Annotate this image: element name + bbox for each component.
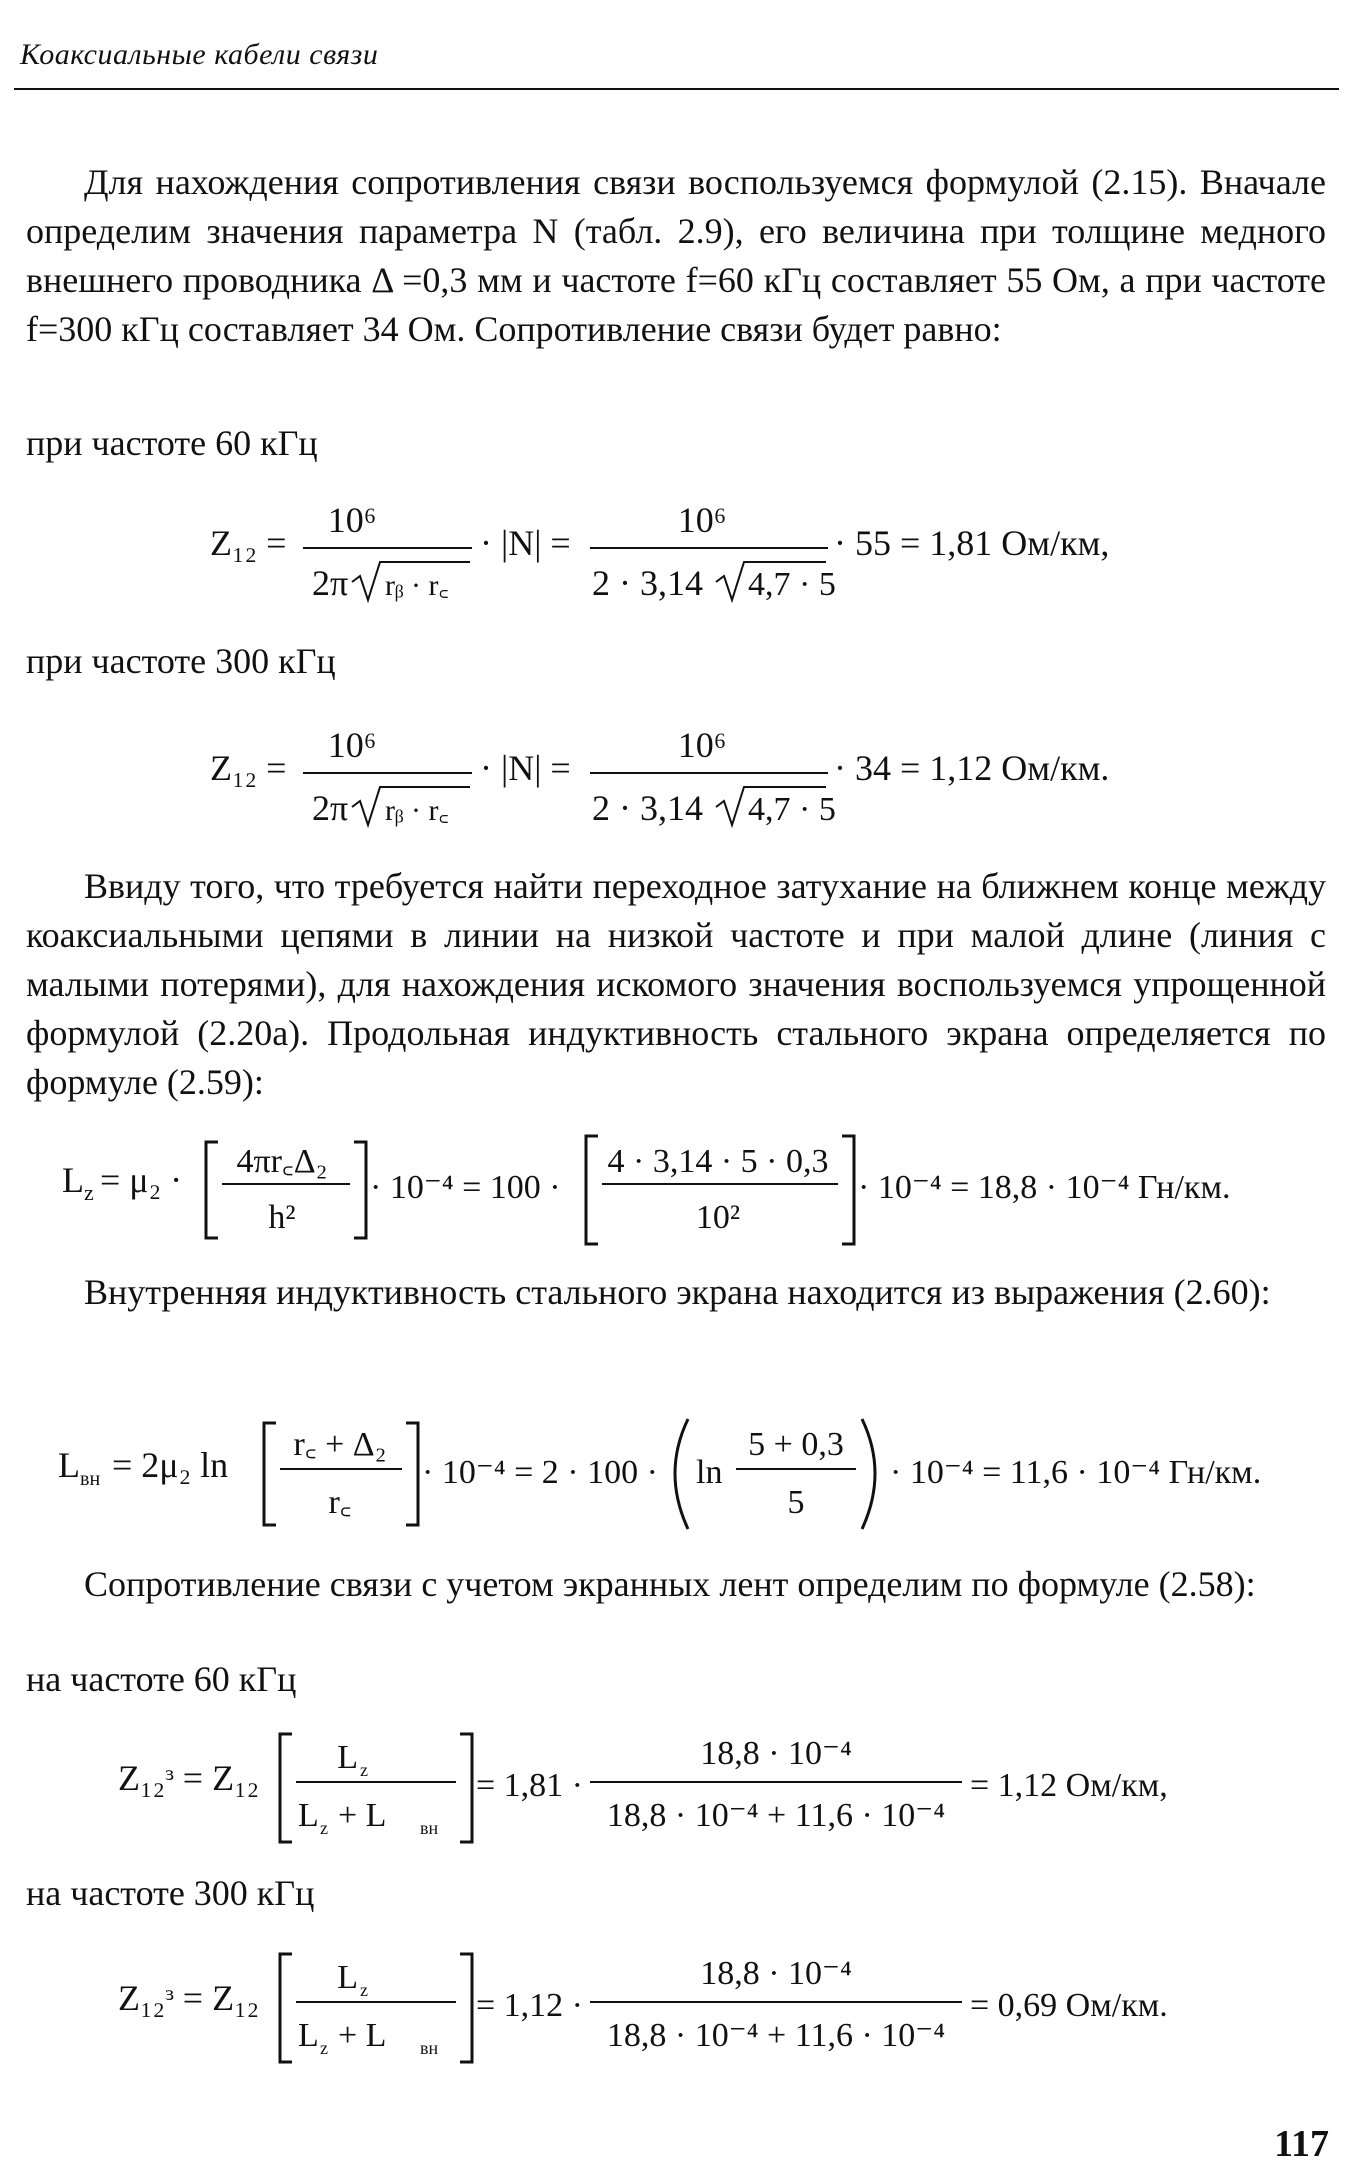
formula-middle: · 10⁻⁴ = 100 · (370, 1169, 561, 1206)
formula-numerator-2: 18,8 · 10⁻⁴ (700, 1955, 852, 1992)
formula-lhs: Z₁₂ = (210, 523, 287, 563)
formula-middle: = 1,81 · (476, 1767, 583, 1804)
right-bracket (354, 1142, 366, 1238)
right-bracket (406, 1423, 418, 1525)
formula-result: · 34 = 1,12 Ом/км. (834, 748, 1110, 788)
paragraph-coupling-tape-text: Сопротивление связи с учетом экранных лент определим по формуле (2.58): (84, 1564, 1256, 1604)
formula-denominator: 2π (312, 788, 349, 828)
running-header: Коаксиальные кабели связи (20, 38, 379, 71)
formula-numerator: 10⁶ (327, 500, 377, 540)
formula-numerator-subscript: z (360, 1980, 368, 2000)
formula-denominator-2: 18,8 · 10⁻⁴ + 11,6 · 10⁻⁴ (606, 2017, 946, 2054)
formula-lz (0, 1120, 1353, 1250)
left-bracket (280, 1954, 292, 2062)
formula-numerator-2: 10⁶ (677, 725, 727, 765)
formula-numerator-2: 18,8 · 10⁻⁴ (700, 1735, 852, 1772)
formula-root-content-2: 4,7 · 5 (748, 566, 836, 603)
paragraph-intro-text: Для нахождения сопротивления связи воспользуемся формулой (2.15). Вначале определим значения параметра N (табл. 2.9), его величина при толщине медного внешнего проводника Δ =0,3 мм и частоте f=60 кГц составляет 55 Ом, а при частоте f=300 кГц составляет 34 Ом. Сопротивление связи будет равно: (26, 162, 1326, 349)
formula-lhs: Z₁₂ᵌ = Z₁₂ (118, 1978, 260, 2018)
left-paren (675, 1419, 688, 1529)
formula-denominator: L (298, 2017, 319, 2054)
formula-denominator-plus: + L (338, 2017, 387, 2054)
right-bracket (460, 1734, 472, 1842)
formula-ln: ln (696, 1454, 723, 1491)
formula-middle: · |N| = (480, 523, 571, 563)
formula-result: = 1,12 Ом/км, (970, 1767, 1168, 1804)
formula-eq: = μ₂ · (100, 1160, 183, 1200)
formula-result: · 10⁻⁴ = 18,8 · 10⁻⁴ Гн/км. (858, 1169, 1231, 1206)
formula-numerator: 10⁶ (327, 725, 377, 765)
formula-numerator-2: 4 · 3,14 · 5 · 0,3 (607, 1143, 829, 1180)
label-300khz-2: на частоте 300 кГц (26, 1873, 315, 1913)
formula-denominator: L (298, 1797, 319, 1834)
paragraph-attenuation-text: Ввиду того, что требуется найти переходное затухание на ближнем конце между коаксиальными цепями в линии на низкой частоте и при малой длине (линия с малыми потерями), для нахождения искомого значения воспользуемся упрощенной формулой (2.20а). Продольная индуктивность стального экрана определяется по формуле (2.59): (26, 866, 1326, 1102)
formula-lhs: L (62, 1160, 84, 1200)
paragraph-attenuation (26, 862, 1326, 1107)
formula-denominator: r꜀ (328, 1484, 352, 1521)
formula-lhs: Z₁₂ᵌ = Z₁₂ (118, 1758, 260, 1798)
formula-lvn (0, 1405, 1353, 1535)
formula-numerator: L (337, 1739, 358, 1776)
formula-denominator: h² (268, 1199, 296, 1236)
formula-result: · 55 = 1,81 Ом/км, (834, 523, 1110, 563)
formula-lhs: Z₁₂ = (210, 748, 287, 788)
formula-numerator-subscript: z (360, 1760, 368, 1780)
formula-ze-300khz (0, 1938, 1353, 2068)
formula-numerator: L (337, 1959, 358, 1996)
formula-lhs-subscript: вн (80, 1468, 101, 1490)
formula-denominator-2: 5 (787, 1484, 805, 1521)
label-300khz: при частоте 300 кГц (26, 641, 336, 681)
left-bracket (264, 1423, 276, 1525)
formula-numerator: r꜀ + Δ₂ (293, 1426, 387, 1463)
formula-denominator: 2π (312, 563, 349, 603)
formula-eq: = 2μ₂ ln (112, 1445, 229, 1485)
formula-result: · 10⁻⁴ = 11,6 · 10⁻⁴ Гн/км. (890, 1454, 1262, 1491)
right-paren (862, 1419, 875, 1529)
left-bracket-2 (586, 1136, 598, 1244)
formula-root-content-2: 4,7 · 5 (748, 791, 836, 828)
formula-z12-300khz (0, 715, 1353, 845)
formula-lhs: L (58, 1445, 80, 1485)
header-rule (14, 88, 1339, 90)
formula-ze-60khz (0, 1718, 1353, 1848)
formula-denominator-2: 18,8 · 10⁻⁴ + 11,6 · 10⁻⁴ (606, 1797, 946, 1834)
label-60khz-2: на частоте 60 кГц (26, 1659, 297, 1699)
formula-numerator-2: 10⁶ (677, 500, 727, 540)
left-bracket (280, 1734, 292, 1842)
paragraph-intro (26, 158, 1326, 354)
formula-root-content: rᵦ · r꜀ (385, 569, 449, 602)
formula-denominator-2: 10² (695, 1199, 741, 1236)
formula-denominator-plus: + L (338, 1797, 387, 1834)
formula-root-content: rᵦ · r꜀ (385, 794, 449, 827)
formula-denominator-2: 2 · 3,14 (592, 788, 703, 828)
formula-denominator-subscript: z (320, 2038, 328, 2058)
formula-result: = 0,69 Ом/км. (970, 1987, 1168, 2024)
formula-denominator-subscript: z (320, 1818, 328, 1838)
formula-middle: · 10⁻⁴ = 2 · 100 · (422, 1454, 658, 1491)
formula-numerator: 4πr꜀Δ₂ (236, 1143, 328, 1180)
right-bracket-2 (842, 1136, 854, 1244)
formula-lhs-subscript: z (84, 1180, 94, 1205)
formula-denominator-subscript-2: вн (420, 1818, 439, 1838)
label-60khz: при частоте 60 кГц (26, 423, 318, 463)
formula-numerator-2: 5 + 0,3 (748, 1426, 844, 1463)
page-number: 117 (1274, 2123, 1329, 2165)
formula-denominator-2: 2 · 3,14 (592, 563, 703, 603)
paragraph-coupling-tape (26, 1560, 1326, 1609)
formula-z12-60khz (0, 490, 1353, 620)
formula-denominator-subscript-2: вн (420, 2038, 439, 2058)
paragraph-internal-inductance-text: Внутренняя индуктивность стального экрана находится из выражения (2.60): (84, 1272, 1271, 1312)
formula-middle: = 1,12 · (476, 1987, 583, 2024)
right-bracket (460, 1954, 472, 2062)
formula-middle: · |N| = (480, 748, 571, 788)
left-bracket (206, 1142, 218, 1238)
paragraph-internal-inductance (26, 1268, 1326, 1317)
